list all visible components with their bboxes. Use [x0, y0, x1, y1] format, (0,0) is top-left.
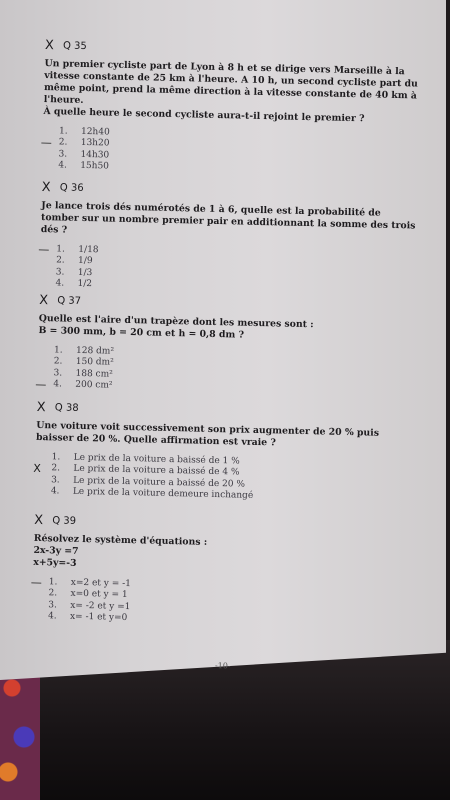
- answer-option: X 2. Le prix de la voiture a baissé de 4 %: [33, 462, 240, 478]
- question-text: Quelle est l'aire d'un trapèze dont les mesures sont : B = 300 mm, b = 20 cm et h = 0,8 dm ?: [38, 312, 314, 341]
- question-text: Je lance trois dés numérotés de 1 à 6, quelle est la probabilité de tomber sur un nombre premier pair en additionnant la somme des trois dés ?: [40, 199, 416, 236]
- question-text: Une voiture voit successivement son prix augmenter de 20 % puis baisser de 20 %. Quelle affirmation est vraie ?: [35, 419, 380, 449]
- question-37: [37, 294, 419, 399]
- cross-mark-icon: X: [39, 292, 49, 309]
- question-35: [42, 39, 425, 180]
- answer-options: [37, 345, 418, 399]
- question-38: [35, 401, 417, 506]
- fabric-corner: [0, 660, 40, 800]
- answer-option: — 1. 1/18: [38, 242, 99, 257]
- question-39: [32, 514, 414, 631]
- answer-option: 3. Le prix de la voiture a baissé de 20 %: [51, 475, 246, 490]
- cross-mark-icon: X: [41, 179, 51, 196]
- answer-option: 1. 12h40: [58, 126, 110, 138]
- answer-option: — 1. x=2 et y = -1: [30, 575, 132, 590]
- answer-option: 3. x= -2 et y =1: [48, 600, 131, 612]
- question-text: Résolvez le système d'équations :: [33, 532, 208, 548]
- answer-options: [35, 452, 416, 506]
- question-label: Q 38: [54, 402, 79, 414]
- answer-option: 4. x= -1 et y=0: [47, 611, 128, 624]
- answer-options: [42, 126, 423, 180]
- equation-line: 2x-3y =7: [33, 544, 79, 557]
- answer-option: 2. x=0 et y = 1: [48, 588, 128, 601]
- cross-mark-icon: X: [34, 512, 44, 529]
- answer-option: 2. 150 dm²: [53, 356, 114, 369]
- cross-mark-icon: X: [36, 399, 46, 416]
- pen-mark-icon: —: [30, 575, 42, 590]
- answer-option: 3. 188 cm²: [53, 368, 113, 380]
- answer-option: 3. 1/3: [55, 267, 93, 278]
- cross-mark-icon: X: [44, 38, 55, 54]
- answer-option: — 2. 13h20: [40, 136, 110, 150]
- pen-mark-icon: —: [35, 378, 47, 392]
- pen-mark-icon: —: [40, 136, 52, 150]
- answer-option: 4. 1/2: [55, 278, 93, 290]
- question-label: Q 39: [52, 515, 77, 527]
- question-label: Q 35: [62, 40, 87, 52]
- answer-option: 1. Le prix de la voiture a baissé de 1 %: [51, 452, 240, 467]
- page-number: -10-: [214, 661, 231, 671]
- answer-option: — 4. 200 cm²: [35, 378, 113, 392]
- question-36: [39, 181, 421, 298]
- answer-options: [32, 577, 413, 631]
- pen-mark-icon: —: [38, 242, 50, 257]
- question-label: Q 37: [57, 295, 82, 307]
- question-text: Un premier cycliste part de Lyon à 8 h et se dirige vers Marseille à la vitesse constante de 25 km à l'heure. A 10 h, un second cycliste part du même point, prend la même direction à la vitesse constante de 40 km à l'heure. À quelle heure le second cycliste aura-t-il rejoint le premier ?: [43, 58, 418, 125]
- answer-option: 2. 1/9: [55, 255, 93, 267]
- answer-option: 4. 15h50: [58, 160, 110, 172]
- answer-options: [39, 244, 420, 298]
- equation-line: x+5y=-3: [33, 556, 77, 569]
- answer-option: 1. 128 dm²: [53, 345, 115, 357]
- pen-mark-icon: X: [33, 462, 42, 476]
- answer-option: 3. 14h30: [58, 149, 110, 161]
- question-label: Q 36: [59, 182, 84, 194]
- answer-option: 4. Le prix de la voiture demeure inchangé: [50, 486, 254, 502]
